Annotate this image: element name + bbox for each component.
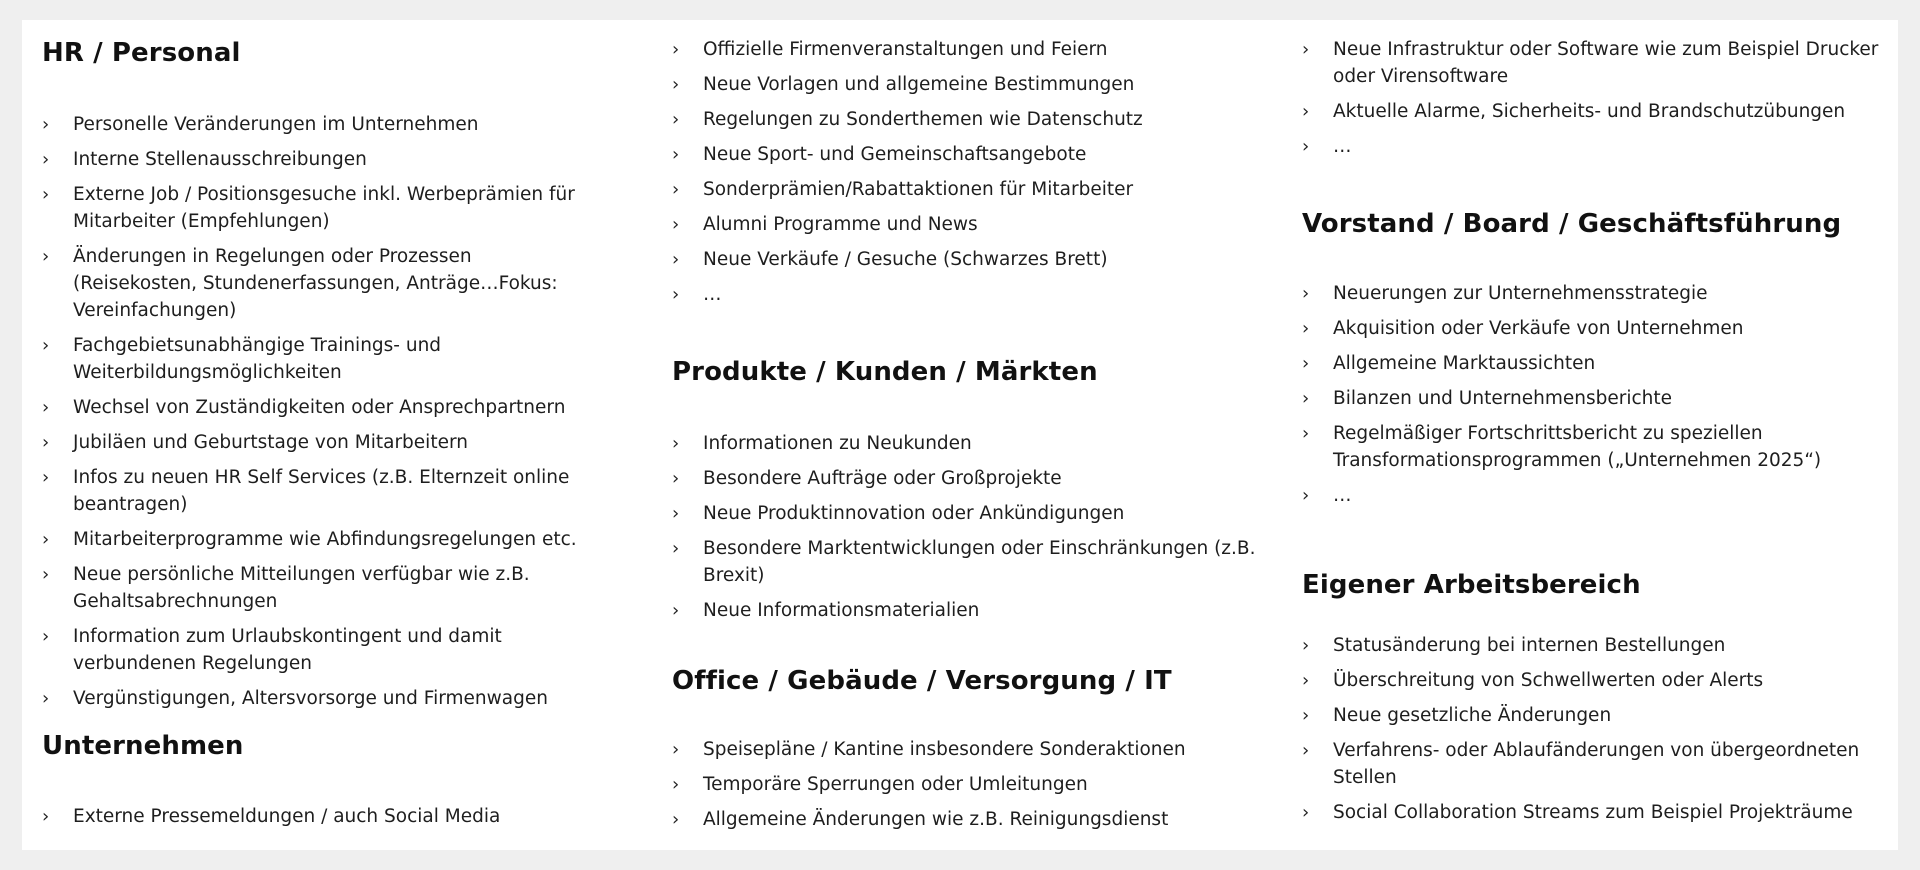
list-item-text: Änderungen in Regelungen oder Prozessen (Reisekosten, Stundenerfassungen, Anträge…Fokus: Vereinfachungen) bbox=[73, 246, 558, 321]
office-list-continued bbox=[1302, 36, 1882, 168]
chevron-right-icon: › bbox=[42, 626, 50, 647]
list-item bbox=[1302, 667, 1882, 694]
list-item-text: Neue Verkäufe / Gesuche (Schwarzes Brett) bbox=[703, 249, 1108, 270]
list-item bbox=[672, 771, 1272, 798]
list-item bbox=[1302, 315, 1882, 342]
chevron-right-icon: › bbox=[672, 600, 680, 621]
list-item-text: Neue Infrastruktur oder Software wie zum Beispiel Drucker oder Virensoftware bbox=[1333, 39, 1879, 87]
list-item-text: Regelungen zu Sonderthemen wie Datenschutz bbox=[703, 109, 1143, 130]
chevron-right-icon: › bbox=[1302, 388, 1310, 409]
list-item bbox=[1302, 702, 1882, 729]
list-item bbox=[672, 430, 1272, 457]
section-title-vorstand: Vorstand / Board / Geschäftsführung bbox=[1302, 209, 1842, 239]
chevron-right-icon: › bbox=[1302, 353, 1310, 374]
chevron-right-icon: › bbox=[1302, 318, 1310, 339]
chevron-right-icon: › bbox=[672, 39, 680, 60]
chevron-right-icon: › bbox=[1302, 802, 1310, 823]
chevron-right-icon: › bbox=[42, 688, 50, 709]
list-item bbox=[1302, 420, 1882, 474]
list-item-text: Externe Job / Positionsgesuche inkl. Werbeprämien für Mitarbeiter (Empfehlungen) bbox=[73, 184, 575, 232]
hr-list bbox=[42, 111, 582, 720]
section-title-office: Office / Gebäude / Versorgung / IT bbox=[672, 666, 1172, 696]
list-item-text: Interne Stellenausschreibungen bbox=[73, 149, 367, 170]
chevron-right-icon: › bbox=[672, 538, 680, 559]
list-item bbox=[672, 535, 1272, 589]
list-item-text: Neue Produktinnovation oder Ankündigungen bbox=[703, 503, 1125, 524]
vorstand-list bbox=[1302, 280, 1882, 517]
list-item-text: Neue gesetzliche Änderungen bbox=[1333, 705, 1612, 726]
list-item-text: Alumni Programme und News bbox=[703, 214, 978, 235]
list-item bbox=[1302, 482, 1882, 509]
list-item bbox=[1302, 799, 1882, 826]
list-item bbox=[672, 106, 1272, 133]
list-item bbox=[672, 36, 1272, 63]
list-item bbox=[672, 176, 1272, 203]
chevron-right-icon: › bbox=[1302, 740, 1310, 761]
chevron-right-icon: › bbox=[1302, 136, 1310, 157]
chevron-right-icon: › bbox=[1302, 283, 1310, 304]
list-item bbox=[42, 464, 582, 518]
list-item-text: Neue Vorlagen und allgemeine Bestimmungen bbox=[703, 74, 1135, 95]
chevron-right-icon: › bbox=[42, 184, 50, 205]
office-list bbox=[672, 736, 1272, 841]
chevron-right-icon: › bbox=[672, 109, 680, 130]
chevron-right-icon: › bbox=[672, 739, 680, 760]
chevron-right-icon: › bbox=[1302, 705, 1310, 726]
chevron-right-icon: › bbox=[1302, 39, 1310, 60]
list-item-text: Vergünstigungen, Altersvorsorge und Firmenwagen bbox=[73, 688, 548, 709]
list-item-text: Externe Pressemeldungen / auch Social Media bbox=[73, 806, 501, 827]
chevron-right-icon: › bbox=[672, 179, 680, 200]
chevron-right-icon: › bbox=[672, 74, 680, 95]
list-item-text: Sonderprämien/Rabattaktionen für Mitarbeiter bbox=[703, 179, 1134, 200]
chevron-right-icon: › bbox=[42, 114, 50, 135]
list-item bbox=[42, 685, 582, 712]
list-item bbox=[1302, 350, 1882, 377]
chevron-right-icon: › bbox=[672, 468, 680, 489]
list-item-text: Allgemeine Marktaussichten bbox=[1333, 353, 1596, 374]
list-item bbox=[42, 111, 582, 138]
list-item bbox=[1302, 280, 1882, 307]
list-item bbox=[42, 526, 582, 553]
chevron-right-icon: › bbox=[1302, 485, 1310, 506]
list-item-text: Information zum Urlaubskontingent und damit verbundenen Regelungen bbox=[73, 626, 502, 674]
list-item bbox=[672, 736, 1272, 763]
list-item-text: Neue Sport- und Gemeinschaftsangebote bbox=[703, 144, 1087, 165]
list-item-text: … bbox=[1333, 136, 1352, 157]
list-item-text: Verfahrens- oder Ablaufänderungen von übergeordneten Stellen bbox=[1333, 740, 1860, 788]
content-card bbox=[22, 20, 1898, 850]
list-item-text: Offizielle Firmenveranstaltungen und Feiern bbox=[703, 39, 1108, 60]
list-item bbox=[672, 465, 1272, 492]
list-item-text: Neue Informationsmaterialien bbox=[703, 600, 980, 621]
list-item bbox=[672, 211, 1272, 238]
list-item-text: … bbox=[1333, 485, 1352, 506]
list-item bbox=[42, 429, 582, 456]
list-item-text: Speisepläne / Kantine insbesondere Sonderaktionen bbox=[703, 739, 1186, 760]
list-item-text: Temporäre Sperrungen oder Umleitungen bbox=[703, 774, 1088, 795]
list-item-text: Personelle Veränderungen im Unternehmen bbox=[73, 114, 479, 135]
list-item bbox=[672, 500, 1272, 527]
chevron-right-icon: › bbox=[1302, 101, 1310, 122]
list-item bbox=[1302, 133, 1882, 160]
list-item bbox=[42, 243, 582, 324]
list-item bbox=[42, 181, 582, 235]
list-item-text: Neue persönliche Mitteilungen verfügbar wie z.B. Gehaltsabrechnungen bbox=[73, 564, 530, 612]
produkte-list bbox=[672, 430, 1272, 632]
list-item-text: Überschreitung von Schwellwerten oder Alerts bbox=[1333, 670, 1764, 691]
unternehmen-list-continued bbox=[672, 36, 1272, 316]
list-item-text: Allgemeine Änderungen wie z.B. Reinigungsdienst bbox=[703, 809, 1169, 830]
list-item bbox=[672, 281, 1272, 308]
list-item bbox=[672, 806, 1272, 833]
chevron-right-icon: › bbox=[42, 467, 50, 488]
list-item-text: Akquisition oder Verkäufe von Unternehmen bbox=[1333, 318, 1744, 339]
chevron-right-icon: › bbox=[42, 246, 50, 267]
list-item-text: Bilanzen und Unternehmensberichte bbox=[1333, 388, 1672, 409]
list-item-text: Regelmäßiger Fortschrittsbericht zu speziellen Transformationsprogrammen („Unternehmen 2025“) bbox=[1333, 423, 1822, 471]
unternehmen-list bbox=[42, 803, 582, 838]
list-item bbox=[1302, 632, 1882, 659]
chevron-right-icon: › bbox=[672, 214, 680, 235]
chevron-right-icon: › bbox=[42, 335, 50, 356]
chevron-right-icon: › bbox=[672, 809, 680, 830]
list-item-text: Informationen zu Neukunden bbox=[703, 433, 972, 454]
section-title-produkte: Produkte / Kunden / Märkten bbox=[672, 357, 1098, 387]
chevron-right-icon: › bbox=[42, 806, 50, 827]
list-item-text: Aktuelle Alarme, Sicherheits- und Brandschutzübungen bbox=[1333, 101, 1846, 122]
list-item bbox=[672, 246, 1272, 273]
list-item-text: Besondere Marktentwicklungen oder Einschränkungen (z.B. Brexit) bbox=[703, 538, 1256, 586]
chevron-right-icon: › bbox=[42, 397, 50, 418]
section-title-eigener: Eigener Arbeitsbereich bbox=[1302, 570, 1641, 600]
section-title-hr: HR / Personal bbox=[42, 38, 241, 68]
list-item-text: Besondere Aufträge oder Großprojekte bbox=[703, 468, 1062, 489]
chevron-right-icon: › bbox=[42, 149, 50, 170]
list-item bbox=[672, 71, 1272, 98]
list-item-text: Fachgebietsunabhängige Trainings- und Weiterbildungsmöglichkeiten bbox=[73, 335, 442, 383]
list-item bbox=[42, 561, 582, 615]
chevron-right-icon: › bbox=[672, 503, 680, 524]
list-item-text: Statusänderung bei internen Bestellungen bbox=[1333, 635, 1726, 656]
list-item bbox=[672, 141, 1272, 168]
list-item-text: Neuerungen zur Unternehmensstrategie bbox=[1333, 283, 1708, 304]
section-title-unternehmen: Unternehmen bbox=[42, 731, 244, 761]
list-item-text: Jubiläen und Geburtstage von Mitarbeitern bbox=[73, 432, 468, 453]
list-item-text: Social Collaboration Streams zum Beispiel Projekträume bbox=[1333, 802, 1853, 823]
list-item bbox=[1302, 36, 1882, 90]
list-item bbox=[42, 394, 582, 421]
chevron-right-icon: › bbox=[1302, 670, 1310, 691]
chevron-right-icon: › bbox=[1302, 423, 1310, 444]
list-item-text: … bbox=[703, 284, 722, 305]
list-item bbox=[42, 146, 582, 173]
list-item bbox=[672, 597, 1272, 624]
eigener-list bbox=[1302, 632, 1882, 834]
chevron-right-icon: › bbox=[42, 529, 50, 550]
list-item-text: Mitarbeiterprogramme wie Abfindungsregelungen etc. bbox=[73, 529, 577, 550]
list-item bbox=[42, 623, 582, 677]
chevron-right-icon: › bbox=[672, 144, 680, 165]
list-item bbox=[1302, 737, 1882, 791]
list-item bbox=[1302, 385, 1882, 412]
list-item bbox=[1302, 98, 1882, 125]
chevron-right-icon: › bbox=[672, 284, 680, 305]
list-item-text: Wechsel von Zuständigkeiten oder Ansprechpartnern bbox=[73, 397, 566, 418]
chevron-right-icon: › bbox=[672, 774, 680, 795]
chevron-right-icon: › bbox=[672, 433, 680, 454]
chevron-right-icon: › bbox=[1302, 635, 1310, 656]
list-item bbox=[42, 803, 582, 830]
chevron-right-icon: › bbox=[42, 564, 50, 585]
chevron-right-icon: › bbox=[672, 249, 680, 270]
chevron-right-icon: › bbox=[42, 432, 50, 453]
list-item bbox=[42, 332, 582, 386]
list-item-text: Infos zu neuen HR Self Services (z.B. Elternzeit online beantragen) bbox=[73, 467, 570, 515]
